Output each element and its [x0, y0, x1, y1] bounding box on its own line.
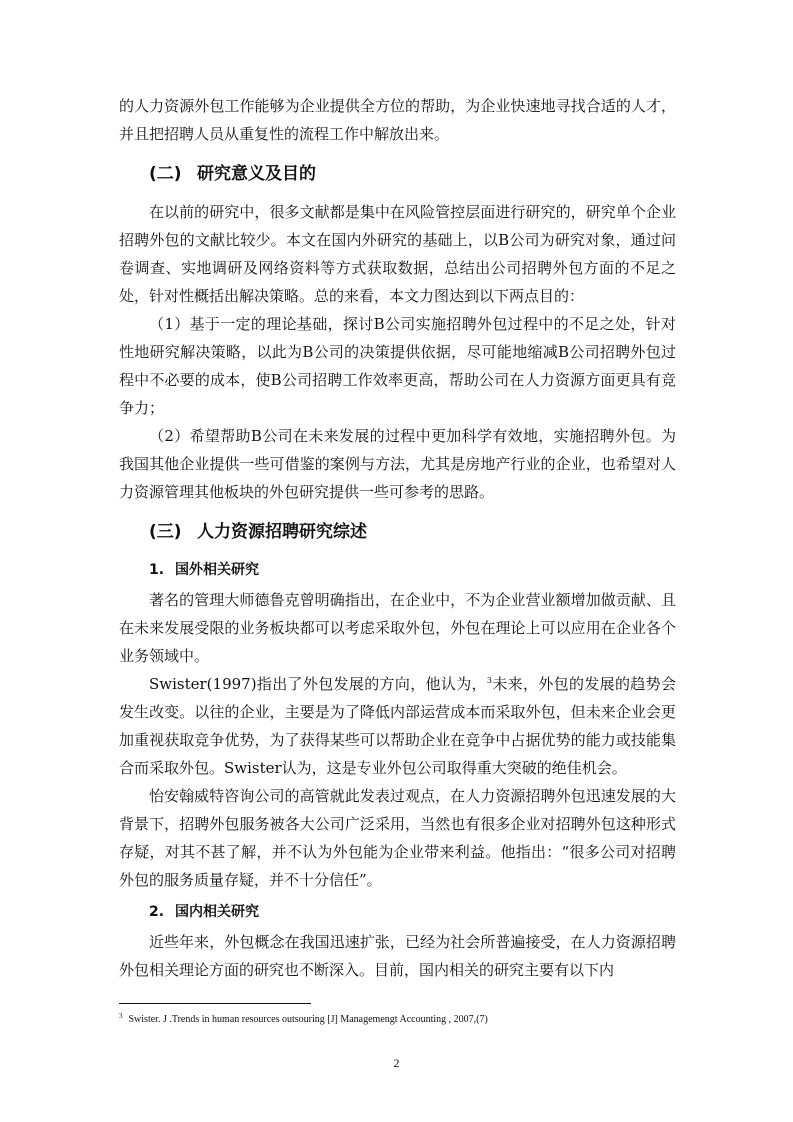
- subsection-1-paragraph-2: [119, 670, 676, 782]
- subsection-2-title: 国内相关研究: [175, 904, 259, 920]
- section-2-paragraph-2: （1）基于一定的理论基础，探讨B公司实施招聘外包过程中的不足之处，针对性地研究解决策略，以此为B公司的决策提供依据，尽可能地缩减B公司招聘外包过程中不必要的成本，使B公司招聘工作效率更高，帮助公司在人力资源方面更具有竞争力；: [119, 315, 676, 417]
- section-3-title: 人力资源招聘研究综述: [197, 522, 367, 542]
- subsection-1-title: 国外相关研究: [175, 562, 259, 578]
- footnote-number: 3: [119, 1011, 123, 1020]
- subsection-1-paragraph-1: 著名的管理大师德鲁克曾明确指出，在企业中，不为企业营业额增加做贡献、且在未来发展受限的业务板块都可以考虑采取外包，外包在理论上可以应用在企业各个业务领域中。: [119, 591, 676, 665]
- section-2-paragraph-1: 在以前的研究中，很多文献都是集中在风险管控层面进行研究的，研究单个企业招聘外包的文献比较少。本文在国内外研究的基础上，以B公司为研究对象，通过问卷调查、实地调研及网络资料等方式获取数据，总结出公司招聘外包方面的不足之处，针对性概括出解决策略。总的来看，本文力图达到以下两点目的：: [119, 203, 676, 305]
- section-2-number: (二): [149, 164, 182, 184]
- subsection-2-number: 2.: [149, 904, 165, 920]
- footnote-reference[interactable]: 3: [486, 676, 492, 685]
- paragraph-2-after-ref: 未来，外包的发展的趋势会发生改变。以往的企业，主要是为了降低内部运营成本而采取外包，但未来企业会更加重视获取竞争优势，为了获得某些可以帮助企业在竞争中占据优势的能力或技能集合而采取外包。Swister认为，这是专业外包公司取得重大突破的绝佳机会。: [119, 675, 676, 777]
- intro-paragraph-tail: 的人力资源外包工作能够为企业提供全方位的帮助，为企业快速地寻找合适的人才，并且把招聘人员从重复性的流程工作中解放出来。: [119, 97, 676, 143]
- subsection-heading-1: [149, 556, 676, 584]
- footnote: [119, 1013, 676, 1027]
- subsection-heading-2: [149, 898, 676, 926]
- section-2-title: 研究意义及目的: [197, 164, 316, 184]
- section-2-paragraph-3: （2）希望帮助B公司在未来发展的过程中更加科学有效地，实施招聘外包。为我国其他企业提供一些可借鉴的案例与方法，尤其是房地产行业的企业，也希望对人力资源管理其他板块的外包研究提供一些可参考的思路。: [119, 427, 676, 501]
- subsection-1-number: 1.: [149, 562, 165, 578]
- footnote-text: Swister. J .Trends in human resources outsouring [J] Managemengt Accounting , 2007,(7): [128, 1014, 488, 1025]
- paragraph-2-before-ref: Swister(1997)指出了外包发展的方向，他认为，: [149, 675, 487, 693]
- section-3-number: (三): [149, 522, 182, 542]
- subsection-1-paragraph-3: 怡安翰威特咨询公司的高管就此发表过观点，在人力资源招聘外包迅速发展的大背景下，招聘外包服务被各大公司广泛采用，当然也有很多企业对招聘外包这种形式存疑，对其不甚了解，并不认为外包能为企业带来利益。他指出：“很多公司对招聘外包的服务质量存疑，并不十分信任”。: [119, 787, 676, 889]
- section-heading-3: [149, 518, 676, 546]
- subsection-2-paragraph-1: 近些年来，外包概念在我国迅速扩张，已经为社会所普遍接受，在人力资源招聘外包相关理论方面的研究也不断深入。目前，国内相关的研究主要有以下内: [119, 933, 676, 979]
- page-body: [119, 92, 676, 984]
- section-heading-2: [149, 160, 676, 188]
- page-number: 2: [393, 1056, 400, 1070]
- footnote-divider: [119, 1003, 311, 1004]
